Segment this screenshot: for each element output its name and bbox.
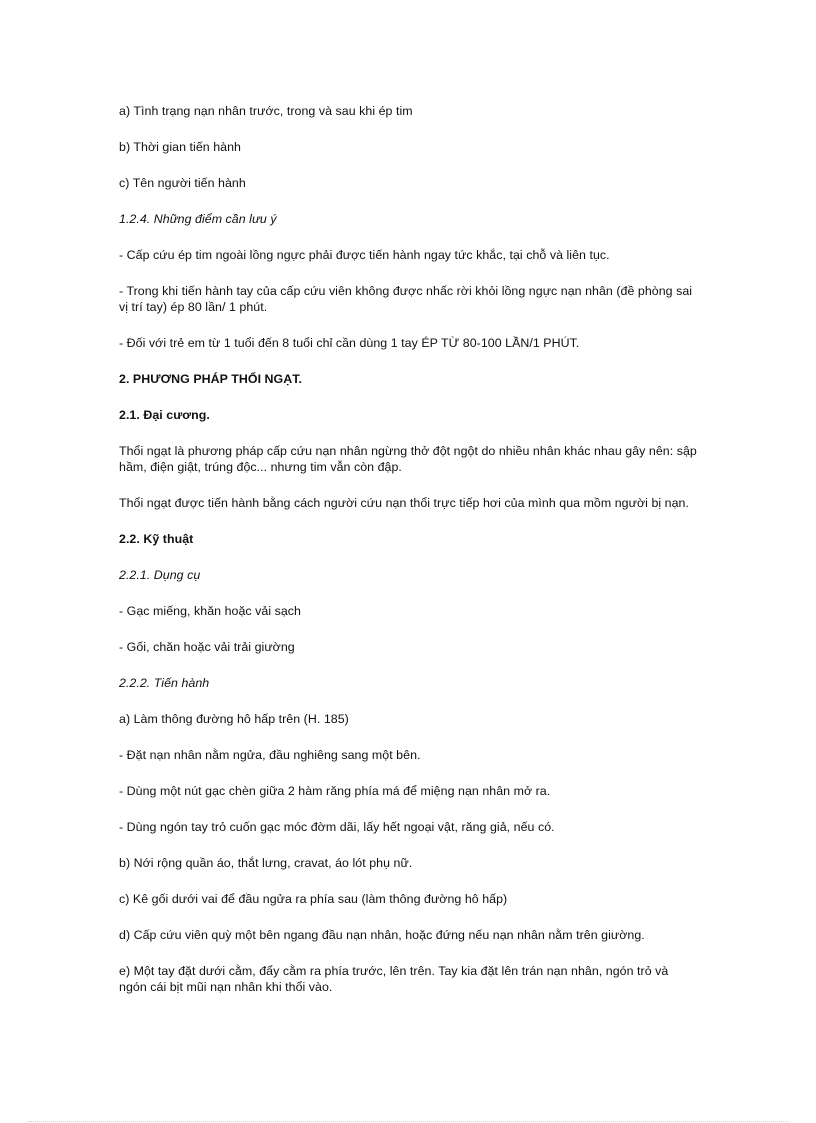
page-bottom-divider: [28, 1121, 788, 1122]
paragraph-rescuer-position: d) Cấp cứu viên quỳ một bên ngang đầu nạn nhân, hoặc đứng nếu nạn nhân nằm trên giường.: [119, 928, 645, 942]
list-item-pillow: - Gối, chăn hoặc vải trải giường: [119, 640, 295, 654]
paragraph-method: Thổi ngạt được tiến hành bằng cách người cứu nạn thổi trực tiếp hơi của mình qua mồm người bị nạn.: [119, 496, 689, 510]
list-item-hand-position: - Trong khi tiến hành tay của cấp cứu viên không được nhấc rời khỏi lồng ngực nạn nhân (đề phòng sai vị trí tay) ép 80 lần/ 1 phút.: [119, 284, 693, 314]
subsection-heading-overview: 2.1. Đại cương.: [119, 408, 210, 422]
paragraph-status-victim: a) Tình trạng nạn nhân trước, trong và sau khi ép tim: [119, 104, 413, 118]
list-item-position-victim: - Đặt nạn nhân nằm ngửa, đầu nghiêng sang một bên.: [119, 748, 421, 762]
list-item-gauze: - Gạc miếng, khăn hoặc vải sạch: [119, 604, 301, 618]
list-item-gauze-wedge: - Dùng một nút gạc chèn giữa 2 hàm răng phía má để miệng nạn nhân mở ra.: [119, 784, 551, 798]
paragraph-definition: Thổi ngạt là phương pháp cấp cứu nạn nhân ngừng thở đột ngột do nhiều nhân khác nhau gây nên: sập hầm, điện giật, trúng độc... nhưng tim vẫn còn đập.: [119, 444, 697, 474]
list-item-clear-mouth: - Dùng ngón tay trỏ cuốn gạc móc đờm dãi, lấy hết ngoại vật, răng giả, nếu có.: [119, 820, 555, 834]
subsection-heading-technique: 2.2. Kỹ thuật: [119, 532, 194, 546]
paragraph-hand-placement: e) Một tay đặt dưới cằm, đẩy cằm ra phía trước, lên trên. Tay kia đặt lên trán nạn nhân, ngón trỏ và ngón cái bịt mũi nạn nhân khi thổi vào.: [119, 964, 669, 994]
heading-equipment: 2.2.1. Dụng cụ: [119, 568, 201, 582]
section-heading-rescue-breathing: 2. PHƯƠNG PHÁP THỔI NGẠT.: [119, 372, 302, 386]
list-item-immediate-cpr: - Cấp cứu ép tim ngoài lồng ngực phải được tiến hành ngay tức khắc, tại chỗ và liên tục.: [119, 248, 610, 262]
paragraph-performer-name: c) Tên người tiến hành: [119, 176, 246, 190]
document-body: [119, 103, 699, 995]
paragraph-loosen-clothing: b) Nới rộng quần áo, thắt lưng, cravat, áo lót phụ nữ.: [119, 856, 413, 870]
paragraph-time-performed: b) Thời gian tiến hành: [119, 140, 241, 154]
list-item-children: - Đối với trẻ em từ 1 tuổi đến 8 tuổi chỉ cần dùng 1 tay ÉP TỪ 80-100 LẦN/1 PHÚT.: [119, 336, 580, 350]
heading-notes: 1.2.4. Những điểm cần lưu ý: [119, 212, 277, 226]
paragraph-pillow-shoulder: c) Kê gối dưới vai để đầu ngửa ra phía sau (làm thông đường hô hấp): [119, 892, 508, 906]
heading-procedure: 2.2.2. Tiến hành: [119, 676, 210, 690]
paragraph-clear-airway: a) Làm thông đường hô hấp trên (H. 185): [119, 712, 349, 726]
